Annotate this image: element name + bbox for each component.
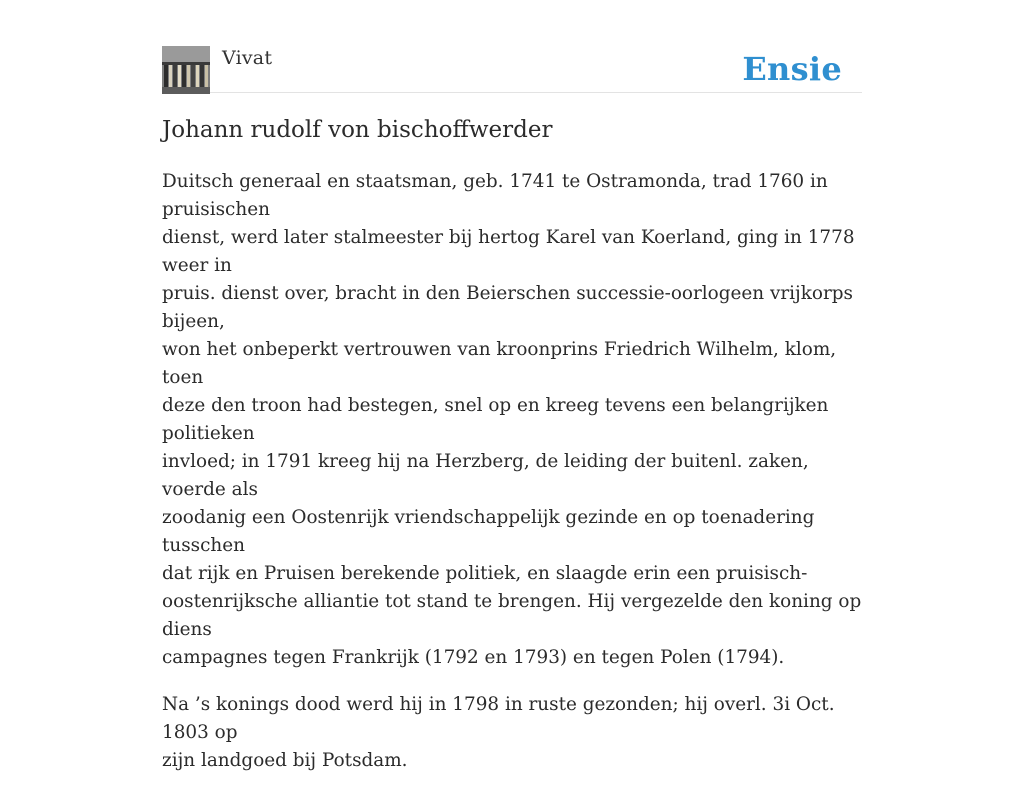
article-page [162,0,862,771]
article-paragraph: Na ’s konings dood werd hij in 1798 in ruste gezonden; hij overl. 3i Oct. 1803 op zijn landgoed bij Potsdam. [162,694,835,771]
page-header [162,46,862,93]
article-title: Johann rudolf von bischoffwerder [162,117,553,143]
author-name[interactable]: Vivat [222,47,273,69]
books-icon [162,46,210,94]
article-paragraph: Duitsch generaal en staatsman, geb. 1741 te Ostramonda, trad 1760 in pruisischen dienst, werd later stalmeester bij hertog Karel van Koerland, ging in 1778 weer in pruis. dienst over, bracht in den Beierschen successie-oorlogeen vrijkorps bijeen, won het onbeperkt vertrouwen van kroonprins Friedrich Wilhelm, klom, toen deze den troon had bestegen, snel op en kreeg tevens een belangrijken politieken invloed; in 1791 kreeg hij na Herzberg, de leiding der buitenl. zaken, voerde als zoodanig een Oostenrijk vriendschappelijk gezinde en op toenadering tusschen dat rijk en Pruisen berekende politiek, en slaagde erin een pruisisch- oostenrijksche alliantie tot stand te brengen. Hij vergezelde den koning op diens campagnes tegen Frankrijk (1792 en 1793) en tegen Polen (1794). [162,171,862,668]
ensie-logo[interactable]: Ensie [742,50,842,88]
article-body [162,168,872,794]
author-avatar[interactable] [162,46,210,94]
